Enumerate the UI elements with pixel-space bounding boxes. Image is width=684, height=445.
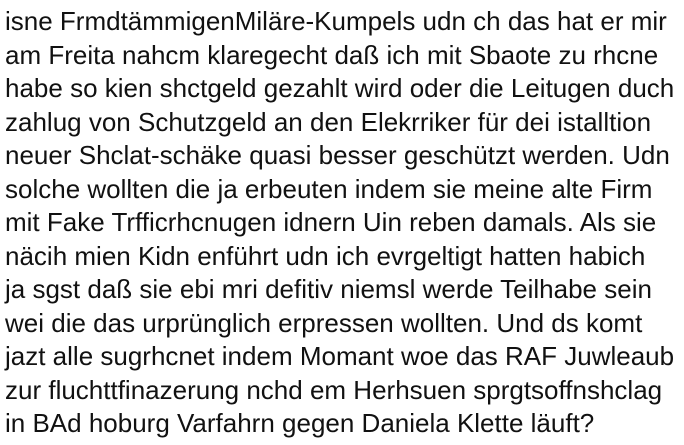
text-line: ja sgst daß sie ebi mri defitiv niemsl werde Teilhabe sein	[5, 274, 652, 304]
text-line: jazt alle sugrhcnet indem Momant woe das RAF Juwleaub	[5, 341, 675, 371]
text-line: näcih mien Kidn enführt udn ich evrgeltigt hatten habich	[5, 240, 646, 271]
text-line: mit Fake Trfficrhcnugen idnern Uin reben damals. Als sie	[5, 207, 657, 237]
text-line: isne FrmdtämmigenMiläre-Kumpels udn ch das hat er mir	[5, 6, 667, 36]
text-line: neuer Shclat-schäke quasi besser geschützt werden. Udn	[5, 140, 670, 170]
text-line: zur fluchttfinazerung nchd em Herhsuen sprgtsoffnshclag	[5, 374, 663, 405]
text-line: zahlug von Schutzgeld an den Elekrriker für dei istalltion	[5, 106, 652, 137]
text-line: habe so kien shctgeld gezahlt wird oder die Leitugen duch	[5, 73, 675, 103]
text-line: solche wollten die ja erbeuten indem sie meine alte Firm	[5, 173, 653, 204]
text-line: in BAd hoburg Varfahrn gegen Daniela Klette läuft?	[5, 408, 595, 438]
text-line: am Freita nahcm klaregecht daß ich mit Sbaote zu rhcne	[5, 39, 659, 70]
text-line: wei die das urprünglich erpressen wollten. Und ds komt	[5, 307, 643, 338]
